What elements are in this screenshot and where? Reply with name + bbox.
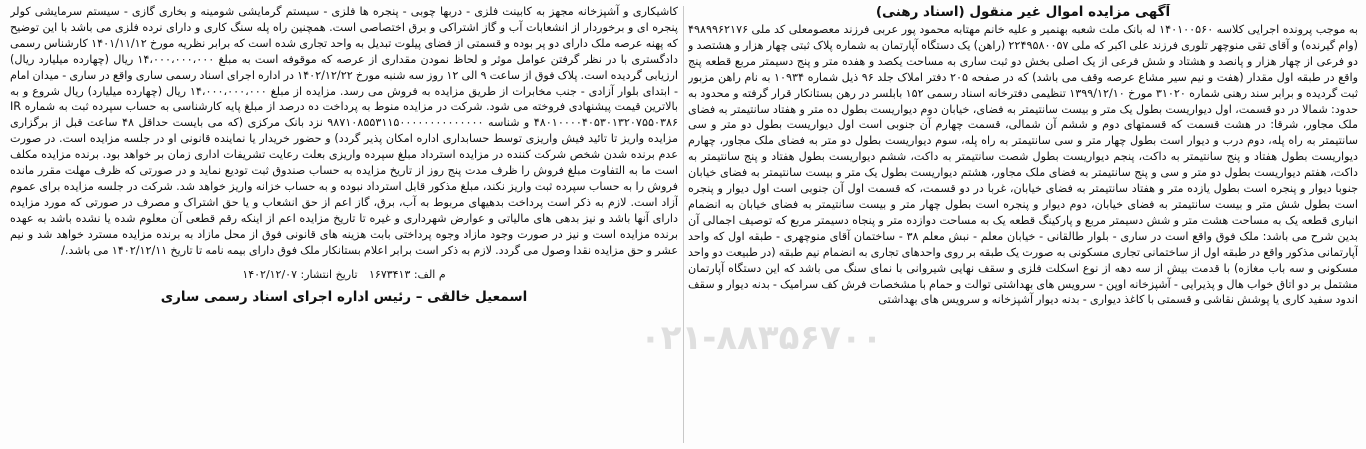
right-column — [688, 4, 1358, 445]
left-column — [10, 4, 678, 445]
signature-line: اسمعیل خالقی – رئیس اداره اجرای اسناد رسمی ساری — [160, 288, 528, 305]
right-column-text: به موجب پرونده اجرایی کلاسه ۱۴۰۱۰۰۵۶۰ له بانک ملت شعبه بهنمیر و علیه خانم مهتابه محمود پور عربی فرزند معصومعلی کد ملی ۴۹۸۹۹۶۲۱۷۶ (وام گیرنده) و آقای تقی منوچهر تلوری فرزند علی اکبر که ملی ۲۲۴۹۵۸۰۰۵۷ (راهن) یک دستگاه آپارتمان به شماره پلاک ثبتی چهار هزار و هشتصد و دو فرعی از چهار هزار و پانصد و هشتاد و شش فرعی از یک اصلی بخش دو ثبت ساری به مساحت یکصد و هفده متر و پنج دسیمتر مربع قطعه پنج واقع در طبقه اول مقدار (هفت و نیم سیر مشاع عرصه وقف می باشد) که در صفحه ۲۰۵ دفتر املاک جلد ۹۶ ذیل شماره ۱۰۹۳۴ به نام راهن مزبور ثبت گردیده و برابر سند رهنی شماره ۳۱۰۲۰ مورخ ۱۳۹۹/۱۲/۱۰ تنظیمی دفترخانه اسناد رسمی ۱۵۲ بابلسر در رهن بستانکار قرار گرفته و محدود به حدود: شمالا در دو قسمت، اول دیواریست بطول یک متر و بیست سانتیمتر به فضای، خیابان دوم دیواریست بطول ده متر و هفتاد سانتیمتر به فضای ملک مجاور، شرقا: در هشت قسمت که قسمتهای دوم و ششم آن شمالی، قسمت چهارم آن جنوبی است اول دیواریست بطول دو متر و سی سانتیمتر به راه پله، دوم درب و دیوار است بطول چهار متر و سی سانتیمتر به راه پله، سوم دیواریست بطول دو متر به فضای ملک مجاور، چهارم دیواریست بطول هفتاد و پنج سانتیمتر به داکت، پنجم دیواریست بطول شصت سانتیمتر به داکت، ششم دیواریست بطول هفتاد و پنج سانتیمتر به داکت، هفتم دیواریست بطول دو متر و سی و پنج سانتیمتر به فضای ملک مجاور، هشتم دیواریست بطول یک متر و بیست سانتیمتر به فضای خیابان جنوبا دیوار و پنجره است بطول یازده متر و هفتاد سانتیمتر به فضای خیابان، غربا در دو قسمت، که قسمت اول آن جنوبی است اول دیوار و پنجره است بطول شش متر و بیست سانتیمتر به فضای خیابان، دوم دیوار و پنجره است بطول چهار متر و بیست سانتیمتر به فضای خیابان به انضمام انباری قطعه یک به مساحت هشت متر و شش دسیمتر مربع و پارکینگ قطعه یک به مساحت دوازده متر و پنجاه دسیمتر مربع که توصیف اجمالی آن بدین شرح می باشد: ملک فوق واقع است در ساری - بلوار طالقانی - خیابان معلم - نبش معلم ۳۸ - ساختمان آقای منوچهری - طبقه اول که واحد آپارتمانی مذکور واقع در طبقه اول از ساختمانی تجاری مسکونی به صورت یک طبقه بر روی واحدهای تجاری به انضمام نیم طبقه (در طبیعت دو واحد مسکونی و سه باب مغازه) با قدمت بیش از سه دهه از نوع اسکلت فلزی و سقف نهایی شیروانی با نمای سنگ می باشد که این دستگاه آپارتمان مشتمل بر دو اتاق خواب هال و پذیرایی - آشپزخانه اوپن - سرویس های بهداشتی توالت و حمام با مشخصات فرش کف سرامیک - بدنه دیوار و سقف اندود سفید کاری یا پوشش نقاشی و قسمتی با کاغذ دیواری - بدنه دیوار آشپزخانه و سرویس های بهداشتی — [688, 23, 1358, 307]
notice-meta — [10, 267, 678, 283]
publish-date: تاریخ انتشار: ۱۴۰۲/۱۲/۰۷ — [242, 267, 358, 281]
left-column-text: کاشیکاری و آشپزخانه مجهز به کابینت فلزی - دربها چوبی - پنجره ها فلزی - سیستم گرمایشی شومینه و بخاری گازی - سیستم سرمایشی کولر پنجره ای و برخوردار از انشعابات آب و گاز اشتراکی و برق اختصاصی است. همچنین راه پله سنگ کاری و دارای نرده فلزی می باشد با این توضیح که پهنه عرصه ملک دارای دو پر بوده و قسمتی از فضای پیلوت تبدیل به واحد تجاری شده است که برابر نظریه مورخ ۱۴۰۱/۱۱/۱۲ کارشناس رسمی دادگستری با در نظر گرفتن عوامل موثر و لحاظ نمودن مقداری از عرصه که موقوفه است به مبلغ ۱۴،۰۰۰،۰۰۰،۰۰۰ ریال (چهارده میلیارد ریال) ارزیابی گردیده است. پلاک فوق از ساعت ۹ الی ۱۲ روز سه شنبه مورخ ۱۴۰۲/۱۲/۲۲ در اداره اجرای اسناد رسمی ساری واقع در ساری - میدان امام - ابتدای بلوار آزادی - جنب مخابرات از طریق مزایده به فروش می رسد. مزایده از مبلغ ۱۴،۰۰۰،۰۰۰،۰۰۰ ریال (چهارده میلیارد) ریال شروع و به بالاترین قیمت پیشنهادی فروخته می شود. شرکت در مزایده منوط به پرداخت ده درصد از مبلغ پایه کارشناسی به حساب سپرده ثبت به شماره IR ۴۸۰۱۰۰۰۰۴۰۵۳۰۱۳۲۰۷۵۵۰۳۸۶ و شناسه ۹۸۷۱۰۸۵۵۳۱۱۵۰۰۰۰۰۰۰۰۰۰۰۰۰۰ نزد بانک مرکزی (که می بایست حداقل ۴۸ ساعت قبل از برگزاری مزایده واریز تا تائید فیش واریزی توسط حسابداری اداره امکان پذیر گردد) و حضور خریدار یا نماینده قانونی او در جلسه مزایده است. در صورت عدم برنده شدن شخص شرکت کننده در مزایده استرداد مبلغ سپرده واریزی بعلت رعایت تشریفات اداری زمان بر خواهد بود. برنده مزایده مکلف است ما به التفاوت مبلغ فروش را ظرف مدت پنج روز از تاریخ مزایده به حساب صندوق ثبت تودیع نماید و در صورتی که ظرف مهلت مقرر مانده فروش را به حساب سپرده ثبت واریز نکند، مبلغ مذکور قابل استرداد نبوده و به حساب خزانه واریز خواهد شد. شرکت در جلسه مزایده برای عموم آزاد است. لازم به ذکر است پرداخت بدهیهای مربوط به آب، برق، گاز اعم از حق انشعاب و یا حق اشتراک و مصرف در صورتی که مورد مزایده دارای آنها باشد و نیز بدهی های مالیاتی و عوارض شهرداری و غیره تا تاریخ مزایده اعم از اینکه رقم قطعی آن معلوم شده یا نشده باشد به عهده برنده مزایده است و نیز در صورت وجود مازاد وجوه پرداختی بابت هزینه های قانونی فوق از محل مازاد به برنده مزایده مسترد خواهد شد و نیم عشر و حق مزایده نقدا وصول می گردد. لازم به ذکر است برابر اعلام بستانکار ملک فوق دارای بیمه نامه تا تاریخ ۱۴۰۲/۱۲/۱۱ می باشد./ — [10, 5, 678, 257]
reference-number: م الف: ۱۶۷۳۴۱۳ — [369, 267, 446, 281]
notice-title: آگهی مزایده اموال غیر منقول (اسناد رهنی) — [875, 4, 1171, 20]
phone-watermark: ۰۲۱-۸۸۳۵۶۷۰۰ — [640, 318, 883, 358]
column-divider — [683, 6, 684, 443]
